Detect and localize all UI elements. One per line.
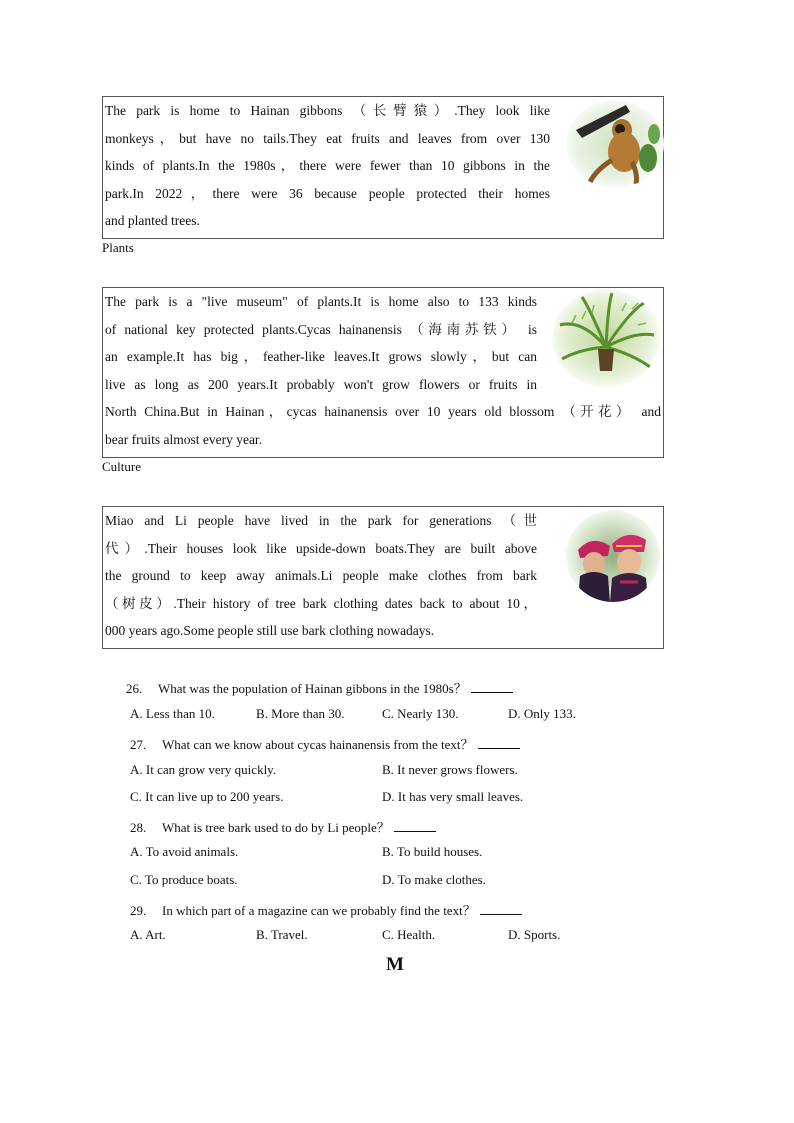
option-26-c[interactable]: C. Nearly 130. xyxy=(382,706,459,721)
section-heading-plants: Plants xyxy=(102,240,134,255)
passage-line: The park is home to Hainan gibbons （长臂猿）.They look like xyxy=(105,103,550,118)
question-text: What was the population of Hainan gibbons in the 1980s？ xyxy=(158,681,467,696)
answer-blank[interactable] xyxy=(478,736,520,749)
question-text: In which part of a magazine can we probably find the text？ xyxy=(162,903,476,918)
question-26 xyxy=(126,678,513,697)
question-28 xyxy=(130,817,436,836)
option-27-b[interactable]: B. It never grows flowers. xyxy=(382,762,518,777)
option-29-d[interactable]: D. Sports. xyxy=(508,927,561,942)
passage-line: Miao and Li people have lived in the park for generations （世 xyxy=(105,513,537,528)
question-number: 26. xyxy=(126,681,143,696)
option-29-c[interactable]: C. Health. xyxy=(382,927,436,942)
option-29-a[interactable]: A. Art. xyxy=(130,927,166,942)
option-27-a[interactable]: A. It can grow very quickly. xyxy=(130,762,277,777)
passage-line: monkeys，but have no tails.They eat fruits and leaves from over 130 xyxy=(105,130,550,146)
passage-line: the ground to keep away animals.Li people make clothes from bark xyxy=(105,568,537,584)
option-28-c[interactable]: C. To produce boats. xyxy=(130,872,238,887)
passage-line: 000 years ago.Some people still use bark clothing nowadays. xyxy=(105,623,435,639)
option-26-b[interactable]: B. More than 30. xyxy=(256,706,345,721)
question-27 xyxy=(130,734,520,753)
answer-blank[interactable] xyxy=(394,819,436,832)
question-number: 29. xyxy=(130,903,147,918)
footer-mark: M xyxy=(386,954,404,975)
question-29 xyxy=(130,900,522,919)
answer-blank[interactable] xyxy=(480,902,522,915)
passage-line: 代）.Their houses look like upside-down boats.They are built above xyxy=(105,540,537,556)
passage-line: live as long as 200 years.It probably won't grow flowers or fruits in xyxy=(105,376,537,392)
question-text: What can we know about cycas hainanensis from the text？ xyxy=(162,737,474,752)
option-28-d[interactable]: D. To make clothes. xyxy=(382,872,486,887)
passage-line: park.In 2022，there were 36 because people protected their homes xyxy=(105,185,550,201)
gibbons-passage-text xyxy=(105,97,550,235)
question-number: 28. xyxy=(130,820,147,835)
option-27-d[interactable]: D. It has very small leaves. xyxy=(382,789,524,804)
gibbon-photo xyxy=(566,100,664,188)
question-text: What is tree bark used to do by Li people？ xyxy=(162,820,390,835)
passage-line: kinds of plants.In the 1980s，there were fewer than 10 gibbons in the xyxy=(105,158,550,174)
passage-line: of national key protected plants.Cycas hainanensis （海南苏铁） is xyxy=(105,321,537,337)
miao-li-people-photo xyxy=(566,510,660,602)
cycas-plant-photo xyxy=(552,289,660,387)
culture-passage-text xyxy=(105,507,537,645)
passage-line: The park is a "live museum" of plants.It is home also to 133 kinds xyxy=(105,294,537,309)
question-number: 27. xyxy=(130,737,147,752)
passage-line: and planted trees. xyxy=(105,213,200,229)
passage-line: bear fruits almost every year. xyxy=(105,431,263,447)
plants-passage-text xyxy=(105,288,661,454)
answer-blank[interactable] xyxy=(471,680,513,693)
option-26-d[interactable]: D. Only 133. xyxy=(508,706,576,721)
passage-line: an example.It has big，feather-like leaves.It grows slowly，but can xyxy=(105,349,537,365)
section-heading-culture: Culture xyxy=(102,459,141,474)
passage-line: North China.But in Hainan，cycas hainanensis over 10 years old blossom （开花） and xyxy=(105,404,661,420)
passage-line: （树皮）.Their history of tree bark clothing dates back to about 10， xyxy=(105,595,537,611)
option-26-a[interactable]: A. Less than 10. xyxy=(130,706,215,721)
option-27-c[interactable]: C. It can live up to 200 years. xyxy=(130,789,284,804)
option-28-b[interactable]: B. To build houses. xyxy=(382,844,483,859)
option-28-a[interactable]: A. To avoid animals. xyxy=(130,844,239,859)
option-29-b[interactable]: B. Travel. xyxy=(256,927,308,942)
